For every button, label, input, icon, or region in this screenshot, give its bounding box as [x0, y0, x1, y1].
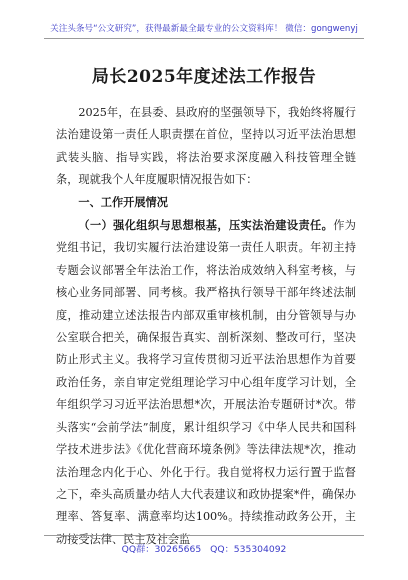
- page-footer: [0, 535, 408, 563]
- document-body: [56, 102, 356, 551]
- footer-divider: [44, 535, 364, 536]
- section-heading: 一、工作开展情况: [78, 195, 168, 209]
- header-divider: [44, 38, 364, 39]
- header-banner-text: 关注头条号“公文研究”，获得最新最全最专业的公文资料库！ 微信：gongwenyj: [50, 24, 358, 34]
- footer-contact-text: QQ群：30265665 QQ：535304092: [121, 544, 287, 555]
- document-title: 局长2025年度述法工作报告: [91, 67, 317, 87]
- subsection-heading: （一）强化组织与思想根基，压实法治建设责任。: [78, 218, 334, 233]
- page-header: [0, 0, 408, 44]
- subsection-text: 作为党组书记，我切实履行法治建设第一责任人职责。年初主持专题会议部署全年法治工作，将法治成效纳入科室考核，与核心业务同部署、同考核。我严格执行领导干部年终述法制度，推动建立述法报告内部双重审核机制，由分管领导与办公室联合把关，确保报告真实、剖析深刻、整改可行，坚决防止形式主义。我将学习宣传贯彻习近平法治思想作为首要政治任务，亲自审定党组理论学习中心组年度学习计划，全年组织学习习近平法治思想*次，开展法治专题研讨*次。带头落实“会前学法”制度，累计组织学习《中华人民共和国科学技术进步法》《优化营商环境条例》等法律法规*次，推动法治理念内化于心、外化于行。我自觉将权力运行置于监督之下，牵头高质量办结人大代表建议和政协提案*件，确保办理率、答复率、满意率均达100%。持续推动政务公开，主动接受法律、民主及社会监: [56, 219, 356, 546]
- subsection-paragraph: [56, 214, 356, 551]
- intro-paragraph: 2025年，在县委、县政府的坚强领导下，我始终将履行法治建设第一责任人职责摆在首位，坚持以习近平法治思想武装头脑、指导实践，将法治要求深度融入科技管理全链条，现就我个人年度履职情况报告如下：: [56, 106, 356, 187]
